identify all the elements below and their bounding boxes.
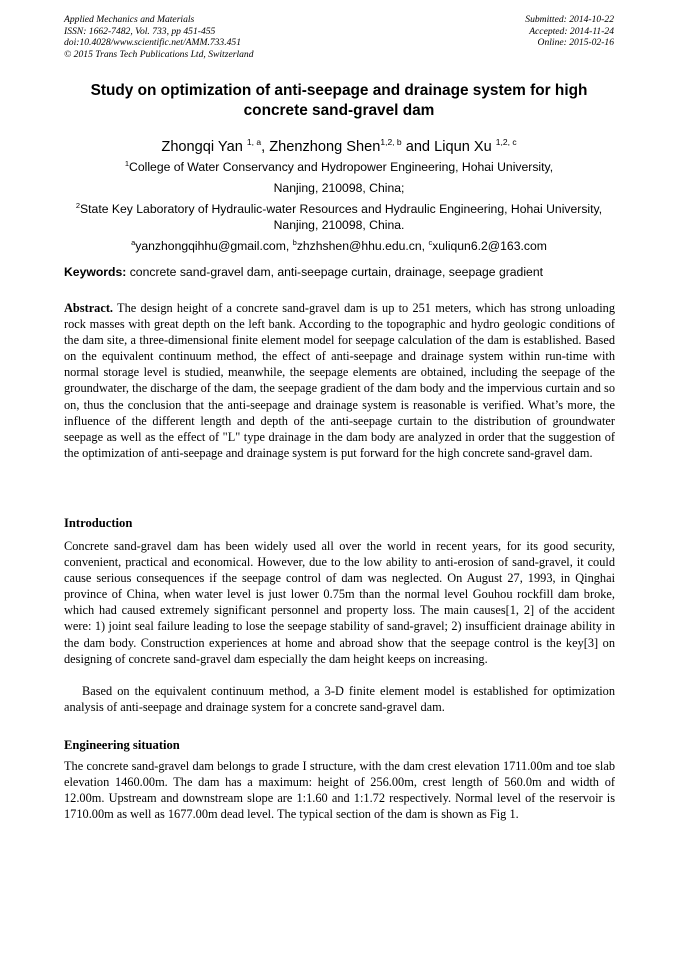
keywords	[64, 264, 624, 280]
affiliation-line	[64, 156, 614, 175]
author-affiliation-sup: 1,2, b	[380, 137, 402, 147]
affiliation-sup: 2	[75, 201, 81, 210]
affiliation-line: Nanjing, 210098, China;	[273, 181, 405, 195]
author-list	[64, 133, 614, 156]
journal-copyright: © 2015 Trans Tech Publications Ltd, Switzerland	[64, 48, 254, 60]
abstract-text: The design height of a concrete sand-gravel dam is up to 251 meters, which has strong unloading rock masses with great depth on the left bank. According to the topographic and hydro geologic conditions of the dam site, a three-dimensional finite element model for seepage calculation of the dam is established. Based on the equivalent continuum method, the effect of anti-seepage and drainage system within run-time with normal storage level is studied, meanwhile, the seepage elements are obtained, including the seepage of the groundwater, the discharge of the dam, the seepage gradient of the dam body and the impervious curtain and so on, thus the conclusion that the anti-seepage and drainage system is reasonable is verified. What’s more, the influence of the different length and depth of the anti-seepage curtain to the distribution of groundwater seepage as well as the effect of "L" type drainage in the dam body are analyzed in order that the suggestion of the optimization of anti-seepage and drainage system is put forward for the high concrete sand-gravel dam.	[64, 301, 615, 460]
author-name: Zhongqi Yan	[161, 139, 243, 155]
affiliation-text: College of Water Conservancy and Hydropower Engineering, Hohai University,	[129, 160, 554, 174]
journal-header	[64, 14, 254, 60]
affiliation-sup: 1	[124, 159, 130, 168]
introduction-paragraph: Concrete sand-gravel dam has been widely used all over the world in recent years, for its good security, convenient, practical and economical. However, due to the low ability to anti-erosion of sand-gravel, it could cause serious consequences if the seepage control of dam was neglected. On August 27, 1993, in Qinghai province of China, when water level is just lower 0.75m than the normal level Gouhou rockfill dam broke, which had caused extremely significant personnel and property loss. The main causes[1, 2] of the accident were: 1) joint seal failure leading to lose the seepage stability of sand-gravel; 2) insufficient drainage ability in the dam body. Construction experiences at home and abroad show that the seepage control is the key[3] on designing of concrete sand-gravel dam especially the dam height keeps on increasing.	[64, 539, 615, 666]
paper-title: Study on optimization of anti-seepage and drainage system for high concrete sand-gravel dam	[90, 82, 588, 119]
keywords-text: concrete sand-gravel dam, anti-seepage curtain, drainage, seepage gradient	[126, 265, 543, 279]
journal-issn: ISSN: 1662-7482, Vol. 733, pp 451-455	[64, 25, 216, 37]
author-name: Zhenzhong Shen	[269, 139, 381, 155]
journal-name: Applied Mechanics and Materials	[64, 14, 195, 25]
journal-doi: doi:10.4028/www.scientific.net/AMM.733.451	[64, 37, 242, 49]
dates-header	[525, 14, 614, 49]
email-address[interactable]: yanzhongqihhu@gmail.com,	[135, 239, 293, 253]
keywords-label: Keywords:	[64, 265, 127, 279]
author-affiliation-sup: 1,2, c	[495, 137, 517, 147]
abstract-label: Abstract.	[64, 301, 114, 315]
online-date: Online: 2015-02-16	[537, 37, 614, 49]
section-heading-introduction: Introduction	[64, 516, 133, 530]
introduction-paragraph: Based on the equivalent continuum method, a 3-D finite element model is established for optimization analysis of anti-seepage and drainage system for a concrete sand-gravel dam.	[64, 684, 615, 715]
affiliation-line	[64, 198, 614, 217]
email-sup: a	[131, 238, 136, 247]
affiliation-line: Nanjing, 210098, China.	[273, 218, 405, 232]
email-address[interactable]: xuliqun6.2@163.com	[432, 239, 547, 253]
accepted-date: Accepted: 2014-11-24	[529, 25, 614, 37]
engineering-paragraph: The concrete sand-gravel dam belongs to grade I structure, with the dam crest elevation 1711.00m and toe slab elevation 1460.00m. The dam has a maximum: height of 256.00m, crest length of 560.0m and width of 12.00m. Upstream and downstream slope are 1:1.60 and 1:1.72 respectively. Normal level of the reservoir is 1710.00m as well as 1677.00m dead level. The typical section of the dam is shown as Fig 1.	[64, 759, 615, 822]
author-emails	[64, 235, 614, 254]
abstract	[64, 300, 615, 461]
author-name: and Liqun Xu	[405, 139, 492, 155]
section-heading-engineering: Engineering situation	[64, 738, 180, 752]
email-address[interactable]: zhzhshen@hhu.edu.cn,	[296, 239, 429, 253]
affiliation-text: State Key Laboratory of Hydraulic-water Resources and Hydraulic Engineering, Hohai University,	[80, 202, 603, 216]
affiliation-2	[64, 198, 614, 233]
email-sup: c	[428, 238, 433, 247]
author-affiliation-sup: 1, a	[246, 137, 262, 147]
author-separator: ,	[261, 139, 270, 155]
affiliation-1	[64, 156, 614, 196]
email-sup: b	[292, 238, 297, 247]
submitted-date: Submitted: 2014-10-22	[525, 14, 614, 25]
